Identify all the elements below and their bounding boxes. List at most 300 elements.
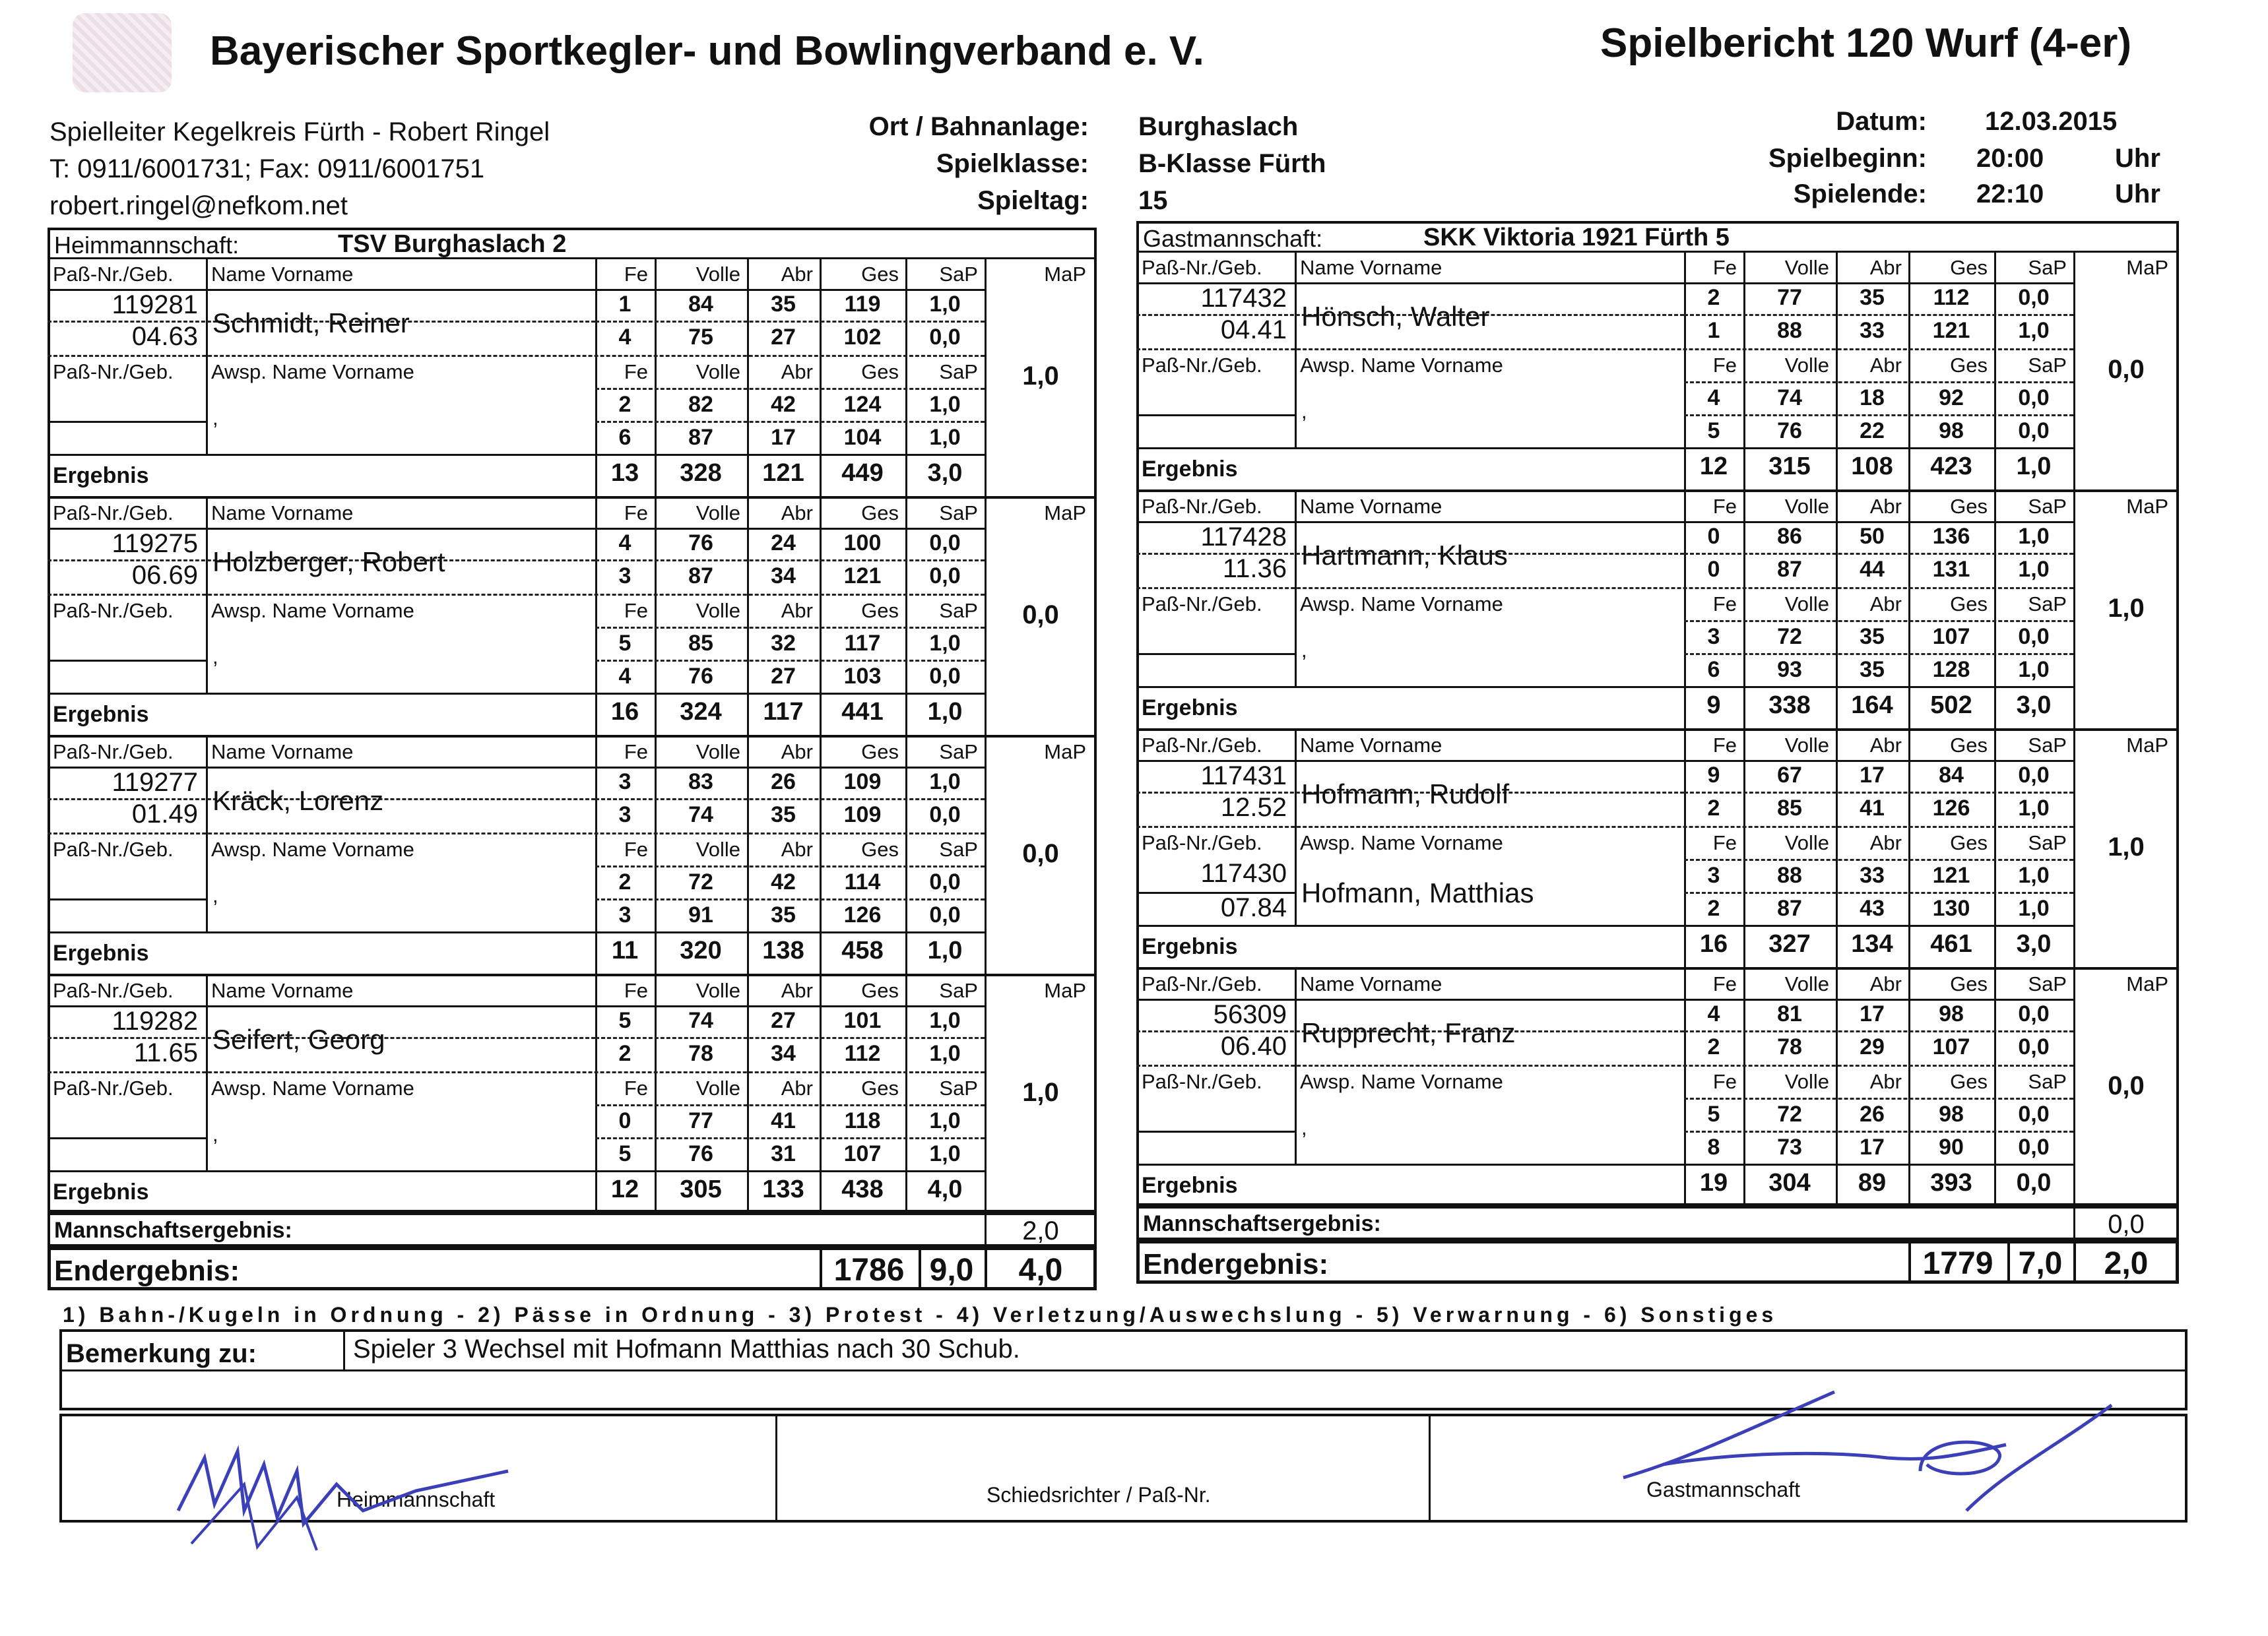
home-block-2-map-value: 0,0	[1022, 839, 1059, 868]
home-block-0-hline-2	[48, 355, 985, 357]
datum-label: Datum:	[1836, 107, 1927, 136]
home-block-2-row-0-ges: 109	[843, 769, 882, 794]
guest-block-2-sub-birth: 07.84	[1220, 893, 1287, 922]
guest-block-0-name-header: Name Vorname	[1300, 256, 1442, 279]
home-block-1-row-1-volle: 87	[688, 563, 713, 588]
home-block-1-row-1-sap: 0,0	[929, 563, 961, 588]
home-block-2-row-2-ges: 114	[844, 869, 881, 895]
home-block-1-fe-header: Fe	[624, 501, 648, 524]
home-block-1-pass-header: Paß-Nr./Geb.	[53, 501, 174, 524]
home-block-2-row-2-sap: 0,0	[929, 869, 961, 895]
home-block-0-fe-header-2: Fe	[624, 360, 648, 383]
guest-team-name: SKK Viktoria 1921 Fürth 5	[1423, 224, 1730, 251]
guest-block-0-fe-header-2: Fe	[1712, 354, 1737, 377]
guest-block-2-row-2-fe: 3	[1707, 863, 1720, 888]
guest-block-3-row-2-ges: 98	[1939, 1102, 1964, 1127]
guest-block-2-sub-name: Hofmann, Matthias	[1301, 877, 1534, 908]
guest-block-1-map-header: MaP	[2126, 495, 2168, 518]
home-block-1-birth: 06.69	[131, 561, 198, 590]
guest-block-2-abr-header-2: Abr	[1869, 831, 1902, 854]
home-block-3-row-0-abr: 27	[771, 1008, 796, 1033]
home-block-0-ges-header: Ges	[861, 263, 899, 286]
home-block-0-row-3-sap: 1,0	[929, 425, 961, 450]
home-block-0-row-3-ges: 104	[843, 425, 882, 450]
home-block-1-total-ges: 441	[841, 698, 884, 726]
home-block-0-ges-header-2: Ges	[861, 360, 899, 383]
guest-block-3-row-0-abr: 17	[1860, 1001, 1885, 1026]
home-block-3-total-ges: 438	[841, 1176, 884, 1203]
guest-block-0-row-0-fe: 2	[1707, 285, 1720, 310]
guest-block-1-row-1-fe: 0	[1707, 557, 1720, 582]
home-block-1-hline-4	[595, 660, 985, 662]
guest-block-3-row-3-sap: 0,0	[2018, 1135, 2050, 1160]
guest-end-total: 1779	[1922, 1246, 1993, 1281]
guest-block-0-row-1-abr: 33	[1860, 318, 1885, 343]
guest-block-3-row-1-volle: 78	[1777, 1034, 1802, 1059]
home-block-3-hline-3	[595, 1104, 985, 1106]
home-block-0-row-0-volle: 84	[688, 292, 713, 317]
home-block-2-abr-header-2: Abr	[781, 838, 813, 861]
home-block-1-top	[48, 496, 1097, 499]
guest-block-3-pass-number: 56309	[1213, 1000, 1287, 1029]
guest-block-3-fe-header-2: Fe	[1712, 1070, 1737, 1093]
home-block-1-pass-number: 119275	[112, 529, 198, 558]
spieltag-value: 15	[1138, 186, 1168, 215]
guest-block-2-player-name: Hofmann, Rudolf	[1301, 778, 1510, 809]
home-block-2-ges-header: Ges	[861, 740, 899, 763]
home-block-2-hline-2	[48, 833, 985, 834]
guest-block-0-row-2-fe: 4	[1707, 385, 1720, 410]
guest-block-2-hline-4	[1684, 892, 2073, 894]
guest-block-1-hline-3	[1684, 620, 2073, 622]
home-end-map: 4,0	[1018, 1253, 1063, 1288]
home-block-3-awsp-header: Awsp. Name Vorname	[211, 1077, 414, 1100]
home-block-3-total-abr: 133	[762, 1176, 804, 1203]
guest-block-0-row-0-abr: 35	[1860, 285, 1885, 310]
guest-block-2-row-3-fe: 2	[1707, 896, 1720, 921]
home-block-2-map-header: MaP	[1044, 740, 1086, 763]
guest-block-2-row-3-ges: 130	[1932, 896, 1970, 921]
guest-block-3-row-3-ges: 90	[1939, 1135, 1964, 1160]
guest-block-2-total-ges: 461	[1930, 930, 1972, 958]
guest-block-2-hline-5	[1136, 925, 2073, 927]
guest-block-0-row-2-sap: 0,0	[2018, 385, 2050, 410]
guest-block-0-row-1-fe: 1	[1707, 318, 1720, 343]
guest-block-1-player-name: Hartmann, Klaus	[1301, 540, 1508, 571]
home-block-1-map-value: 0,0	[1022, 600, 1059, 629]
guest-block-3-hline-1	[1684, 1030, 2073, 1032]
guest-block-1-pass-header: Paß-Nr./Geb.	[1142, 495, 1262, 518]
guest-block-2-total-fe: 16	[1699, 930, 1728, 958]
home-block-3-sub-comma: ,	[212, 1123, 218, 1146]
home-block-2-pass-number: 119277	[112, 768, 198, 797]
guest-block-3-row-1-sap: 0,0	[2018, 1034, 2050, 1059]
guest-block-2-sap-header: SaP	[2028, 734, 2067, 757]
home-block-2-hline-3	[595, 865, 985, 867]
guest-block-2-row-1-fe: 2	[1707, 796, 1720, 821]
guest-block-1-sap-header-2: SaP	[2028, 592, 2067, 615]
guest-block-3-row-2-sap: 0,0	[2018, 1102, 2050, 1127]
guest-block-3-ges-header-2: Ges	[1950, 1070, 1988, 1093]
guest-block-2-row-3-abr: 43	[1860, 896, 1885, 921]
home-block-2-sub-comma: ,	[212, 884, 218, 907]
home-block-0-total-fe: 13	[610, 459, 639, 487]
guest-block-0-row-2-ges: 92	[1939, 385, 1964, 410]
guest-block-1-abr-header: Abr	[1869, 495, 1902, 518]
home-block-1-row-1-ges: 121	[843, 563, 882, 588]
guest-end-label: Endergebnis:	[1143, 1248, 1329, 1280]
guest-block-2-row-2-volle: 88	[1777, 863, 1802, 888]
guest-block-2-pass-header-2: Paß-Nr./Geb.	[1142, 831, 1262, 854]
beginn-unit: Uhr	[2115, 144, 2160, 173]
home-block-1-fe-header-2: Fe	[624, 599, 648, 622]
home-block-3-map-header: MaP	[1044, 979, 1086, 1002]
guest-block-3-map-value: 0,0	[2108, 1071, 2145, 1100]
guest-block-2-row-0-volle: 67	[1777, 763, 1802, 788]
home-block-3-row-1-fe: 2	[618, 1041, 632, 1066]
home-block-2-total-sap: 1,0	[927, 937, 963, 964]
schiedsrichter-label: Schiedsrichter / Paß-Nr.	[987, 1483, 1211, 1507]
home-block-0-fe-header: Fe	[624, 263, 648, 286]
guest-block-1-row-1-volle: 87	[1777, 557, 1802, 582]
klasse-value: B-Klasse Fürth	[1138, 149, 1326, 178]
home-block-0-name-header: Name Vorname	[211, 263, 354, 286]
guest-block-0-row-2-abr: 18	[1860, 385, 1885, 410]
home-block-3-map-value: 1,0	[1022, 1078, 1059, 1107]
guest-block-0-row-0-sap: 0,0	[2018, 285, 2050, 310]
guest-block-1-row-3-fe: 6	[1707, 657, 1720, 682]
home-block-3-row-2-abr: 41	[771, 1108, 796, 1133]
home-block-0-row-3-abr: 17	[771, 425, 796, 450]
guest-block-0-hline-3	[1684, 381, 2073, 383]
guest-block-0-hline-2	[1136, 348, 2073, 350]
home-block-3-row-2-volle: 77	[688, 1108, 713, 1133]
home-block-1-pass-header-2: Paß-Nr./Geb.	[53, 599, 174, 622]
guest-block-0-total-fe: 12	[1699, 453, 1728, 480]
guest-block-3-row-3-fe: 8	[1707, 1135, 1720, 1160]
guest-block-1-hline-2	[1136, 587, 2073, 589]
guest-block-0-row-1-ges: 121	[1932, 318, 1970, 343]
home-block-0-birth: 04.63	[131, 322, 198, 351]
home-block-0-row-2-fe: 2	[618, 392, 632, 417]
home-block-1-name-header: Name Vorname	[211, 501, 354, 524]
guest-block-2-total-abr: 134	[1851, 930, 1893, 958]
guest-block-2-row-1-sap: 1,0	[2018, 796, 2050, 821]
guest-block-0-volle-header-2: Volle	[1784, 354, 1829, 377]
guest-block-3-hline-2	[1136, 1065, 2073, 1067]
bemerkung-label: Bemerkung zu:	[66, 1339, 257, 1368]
guest-block-3-row-3-abr: 17	[1860, 1135, 1885, 1160]
guest-block-2-row-2-sap: 1,0	[2018, 863, 2050, 888]
guest-block-3-awsp-header: Awsp. Name Vorname	[1300, 1070, 1503, 1093]
guest-block-2-row-1-ges: 126	[1932, 796, 1970, 821]
home-block-0-row-2-sap: 1,0	[929, 392, 961, 417]
home-block-0-row-2-volle: 82	[688, 392, 713, 417]
guest-block-0-row-3-volle: 76	[1777, 418, 1802, 443]
guest-block-2-hline-1	[1684, 792, 2073, 794]
guest-block-0-sub-comma: ,	[1301, 400, 1307, 423]
home-block-2-top	[48, 735, 1097, 738]
guest-block-1-ergebnis-label: Ergebnis	[1142, 695, 1238, 720]
home-block-1-row-2-fe: 5	[618, 631, 632, 656]
guest-block-1-row-0-ges: 136	[1932, 524, 1970, 549]
home-block-0-awsp-header: Awsp. Name Vorname	[211, 360, 414, 383]
home-block-1-row-3-fe: 4	[618, 664, 632, 689]
home-block-2-abr-header: Abr	[781, 740, 813, 763]
guest-block-0-pass-number: 117432	[1200, 284, 1287, 313]
home-block-3-top	[48, 974, 1097, 976]
home-block-3-row-2-fe: 0	[618, 1108, 632, 1133]
home-block-2-birth: 01.49	[131, 800, 198, 829]
home-block-1-volle-header: Volle	[696, 501, 740, 524]
guest-block-3-row-2-abr: 26	[1860, 1102, 1885, 1127]
guest-block-3-hline-3	[1684, 1098, 2073, 1100]
home-block-2-volle-header: Volle	[696, 740, 740, 763]
guest-block-2-fe-header: Fe	[1712, 734, 1737, 757]
spieltag-label: Spieltag:	[977, 186, 1089, 215]
home-block-1-row-0-sap: 0,0	[929, 530, 961, 555]
home-block-3-row-0-fe: 5	[618, 1008, 632, 1033]
guest-block-2-awsp-header: Awsp. Name Vorname	[1300, 831, 1503, 854]
guest-block-3-sub-comma: ,	[1301, 1116, 1307, 1139]
home-block-0-sub-line	[48, 421, 206, 423]
guest-block-1-row-0-fe: 0	[1707, 524, 1720, 549]
home-block-3-ges-header: Ges	[861, 979, 899, 1002]
guest-block-2-ergebnis-label: Ergebnis	[1142, 934, 1238, 959]
home-block-1-row-0-abr: 24	[771, 530, 796, 555]
guest-block-3-row-0-sap: 0,0	[2018, 1001, 2050, 1026]
home-block-0-row-2-abr: 42	[771, 392, 796, 417]
guest-block-1-row-3-ges: 128	[1932, 657, 1970, 682]
guest-block-2-hline-2	[1136, 826, 2073, 828]
guest-block-2-row-0-abr: 17	[1860, 763, 1885, 788]
home-block-3-fe-header: Fe	[624, 979, 648, 1002]
home-signature-label: Heimmannschaft	[337, 1488, 496, 1511]
guest-block-1-row-2-ges: 107	[1932, 624, 1970, 649]
home-block-3-pass-number: 119282	[112, 1007, 198, 1036]
guest-block-3-map-header: MaP	[2126, 972, 2168, 995]
guest-block-0-sap-header-2: SaP	[2028, 354, 2067, 377]
guest-block-1-total-abr: 164	[1851, 691, 1893, 719]
guest-block-3-row-1-fe: 2	[1707, 1034, 1720, 1059]
home-block-3-ges-header-2: Ges	[861, 1077, 899, 1100]
home-block-2-hline-4	[595, 898, 985, 900]
guest-block-0-total-ges: 423	[1930, 453, 1972, 480]
guest-block-1-total-ges: 502	[1930, 691, 1972, 719]
guest-block-0-row-0-volle: 77	[1777, 285, 1802, 310]
guest-block-0-total-sap: 1,0	[2016, 453, 2052, 480]
ende-value: 22:10	[1976, 179, 2044, 208]
home-block-3-fe-header-2: Fe	[624, 1077, 648, 1100]
guest-block-3-ergebnis-label: Ergebnis	[1142, 1173, 1238, 1198]
home-signature	[165, 1432, 535, 1563]
home-block-0-row-1-ges: 102	[843, 325, 882, 350]
home-block-1-awsp-header: Awsp. Name Vorname	[211, 599, 414, 622]
home-block-2-row-0-sap: 1,0	[929, 769, 961, 794]
home-block-1-hline-1	[595, 559, 985, 561]
guest-block-3-row-2-volle: 72	[1777, 1102, 1802, 1127]
home-block-0-row-0-fe: 1	[618, 292, 632, 317]
home-block-2-hline-5	[48, 931, 985, 933]
guest-block-2-row-0-ges: 84	[1939, 763, 1964, 788]
guest-block-2-row-3-volle: 87	[1777, 896, 1802, 921]
guest-block-1-total-fe: 9	[1706, 691, 1721, 719]
home-mannschaft-value: 2,0	[1022, 1216, 1059, 1245]
guest-block-2-row-0-sap: 0,0	[2018, 763, 2050, 788]
guest-team-label: Gastmannschaft:	[1143, 225, 1323, 252]
home-block-1-hline-2	[48, 594, 985, 596]
home-block-2-pass-header: Paß-Nr./Geb.	[53, 740, 174, 763]
guest-block-3-ges-header: Ges	[1950, 972, 1988, 995]
guest-block-2-map-value: 1,0	[2108, 833, 2145, 862]
home-block-2-row-3-volle: 91	[688, 902, 713, 928]
home-block-0-row-0-ges: 119	[844, 292, 881, 317]
guest-block-1-row-0-abr: 50	[1860, 524, 1885, 549]
home-block-0-pass-header-2: Paß-Nr./Geb.	[53, 360, 174, 383]
home-block-3-player-name: Seifert, Georg	[212, 1024, 385, 1055]
guest-block-1-ges-header: Ges	[1950, 495, 1988, 518]
guest-block-0-map-header: MaP	[2126, 256, 2168, 279]
home-block-3-sap-header-2: SaP	[939, 1077, 978, 1100]
guest-block-0-hline-4	[1684, 414, 2073, 416]
guest-block-0-row-0-ges: 112	[1933, 285, 1970, 310]
home-block-1-abr-header-2: Abr	[781, 599, 813, 622]
home-block-0-hline-1	[595, 321, 985, 323]
guest-block-3-player-name: Rupprecht, Franz	[1301, 1017, 1516, 1048]
guest-block-1-fe-header: Fe	[1712, 495, 1737, 518]
home-block-1-total-fe: 16	[610, 698, 639, 726]
guest-block-3-row-0-fe: 4	[1707, 1001, 1720, 1026]
guest-block-0-ges-header-2: Ges	[1950, 354, 1988, 377]
guest-block-0-row-2-volle: 74	[1777, 385, 1802, 410]
guest-block-2-row-3-sap: 1,0	[2018, 896, 2050, 921]
home-block-2-row-2-volle: 72	[688, 869, 713, 895]
home-block-1-sub-comma: ,	[212, 645, 218, 668]
guest-block-2-total-volle: 327	[1768, 930, 1811, 958]
signature-divider-2	[1429, 1414, 1431, 1523]
home-block-1-abr-header: Abr	[781, 501, 813, 524]
guest-block-0-ergebnis-label: Ergebnis	[1142, 456, 1238, 482]
home-block-1-hline-3	[595, 627, 985, 629]
guest-mannschaft-label: Mannschaftsergebnis:	[1143, 1211, 1381, 1236]
guest-block-3-row-1-ges: 107	[1932, 1034, 1970, 1059]
guest-block-0-hline-1	[1684, 314, 2073, 316]
guest-block-2-fe-header-2: Fe	[1712, 831, 1737, 854]
guest-block-1-row-0-sap: 1,0	[2018, 524, 2050, 549]
home-block-3-row-1-volle: 78	[688, 1041, 713, 1066]
guest-block-0-row-1-sap: 1,0	[2018, 318, 2050, 343]
home-block-3-hline-2	[48, 1071, 985, 1073]
bemerkung-divider	[59, 1369, 2187, 1371]
org-title: Bayerischer Sportkegler- und Bowlingverband e. V.	[210, 28, 1204, 74]
guest-block-2-pass-number: 117431	[1200, 761, 1287, 790]
home-block-2-row-1-abr: 35	[771, 802, 796, 827]
guest-block-3-total-volle: 304	[1768, 1169, 1811, 1197]
home-block-3-volle-header-2: Volle	[696, 1077, 740, 1100]
home-block-3-abr-header: Abr	[781, 979, 813, 1002]
home-block-1-row-0-ges: 100	[843, 530, 882, 555]
home-block-0-abr-header-2: Abr	[781, 360, 813, 383]
home-block-2-row-3-sap: 0,0	[929, 902, 961, 928]
guest-block-0-row-3-abr: 22	[1860, 418, 1885, 443]
home-block-2-row-2-fe: 2	[618, 869, 632, 895]
guest-signature-label: Gastmannschaft	[1646, 1478, 1800, 1501]
guest-mannschaft-value: 0,0	[2108, 1210, 2145, 1239]
guest-block-1-sap-header: SaP	[2028, 495, 2067, 518]
guest-block-0-birth: 04.41	[1220, 315, 1287, 344]
guest-block-1-row-1-abr: 44	[1860, 557, 1885, 582]
guest-block-3-sub-line	[1136, 1131, 1295, 1133]
guest-end-map: 2,0	[2104, 1246, 2149, 1281]
home-block-2-row-0-abr: 26	[771, 769, 796, 794]
guest-block-1-hline-5	[1136, 686, 2073, 688]
guest-block-1-name-header: Name Vorname	[1300, 495, 1442, 518]
home-block-3-row-0-volle: 74	[688, 1008, 713, 1033]
guest-block-1-map-value: 1,0	[2108, 594, 2145, 623]
guest-block-2-ges-header: Ges	[1950, 734, 1988, 757]
guest-block-1-total-sap: 3,0	[2016, 691, 2052, 719]
home-block-0-row-1-sap: 0,0	[929, 325, 961, 350]
home-block-2-sub-line	[48, 898, 206, 900]
home-block-3-row-3-fe: 5	[618, 1141, 632, 1166]
bemerkung-label-divider	[343, 1329, 345, 1370]
home-block-2-row-1-fe: 3	[618, 802, 632, 827]
home-block-3-name-header: Name Vorname	[211, 979, 354, 1002]
home-block-3-row-3-ges: 107	[843, 1141, 882, 1166]
home-block-3-birth: 11.65	[133, 1038, 198, 1067]
guest-block-3-total-sap: 0,0	[2016, 1169, 2052, 1197]
guest-block-2-abr-header: Abr	[1869, 734, 1902, 757]
home-block-2-row-0-volle: 83	[688, 769, 713, 794]
guest-block-3-row-0-volle: 81	[1777, 1001, 1802, 1026]
home-block-1-ges-header-2: Ges	[861, 599, 899, 622]
home-block-3-row-3-sap: 1,0	[929, 1141, 961, 1166]
guest-block-2-top	[1136, 728, 2179, 731]
home-block-0-sub-comma: ,	[212, 406, 218, 429]
home-block-2-row-1-sap: 0,0	[929, 802, 961, 827]
home-block-2-fe-header: Fe	[624, 740, 648, 763]
guest-block-1-row-2-sap: 0,0	[2018, 624, 2050, 649]
home-block-0-total-ges: 449	[841, 459, 884, 487]
guest-block-1-abr-header-2: Abr	[1869, 592, 1902, 615]
home-block-2-pass-header-2: Paß-Nr./Geb.	[53, 838, 174, 861]
home-block-1-row-3-volle: 76	[688, 664, 713, 689]
home-block-1-row-2-ges: 117	[844, 631, 881, 656]
guest-block-0-abr-header: Abr	[1869, 256, 1902, 279]
home-block-0-volle-header-2: Volle	[696, 360, 740, 383]
guest-block-0-map-value: 0,0	[2108, 355, 2145, 384]
bemerkung-text: Spieler 3 Wechsel mit Hofmann Matthias nach 30 Schub.	[353, 1335, 1020, 1364]
home-block-1-volle-header-2: Volle	[696, 599, 740, 622]
guest-block-3-row-0-ges: 98	[1939, 1001, 1964, 1026]
guest-header-line	[1136, 251, 2179, 253]
home-block-0-map-value: 1,0	[1022, 362, 1059, 391]
guest-block-3-row-3-volle: 73	[1777, 1135, 1802, 1160]
home-block-0-volle-header: Volle	[696, 263, 740, 286]
guest-block-1-total-volle: 338	[1768, 691, 1811, 719]
home-block-2-row-2-abr: 42	[771, 869, 796, 895]
home-block-0-pass-header: Paß-Nr./Geb.	[53, 263, 174, 286]
guest-block-0-row-3-ges: 98	[1939, 418, 1964, 443]
guest-block-3-total-ges: 393	[1930, 1169, 1972, 1197]
home-block-0-total-volle: 328	[680, 459, 722, 487]
home-block-3-total-fe: 12	[610, 1176, 639, 1203]
home-header-line	[48, 257, 1097, 259]
home-block-2-row-0-fe: 3	[618, 769, 632, 794]
guest-block-1-pass-header-2: Paß-Nr./Geb.	[1142, 592, 1262, 615]
klasse-label: Spielklasse:	[936, 149, 1089, 178]
guest-block-1-row-3-abr: 35	[1860, 657, 1885, 682]
